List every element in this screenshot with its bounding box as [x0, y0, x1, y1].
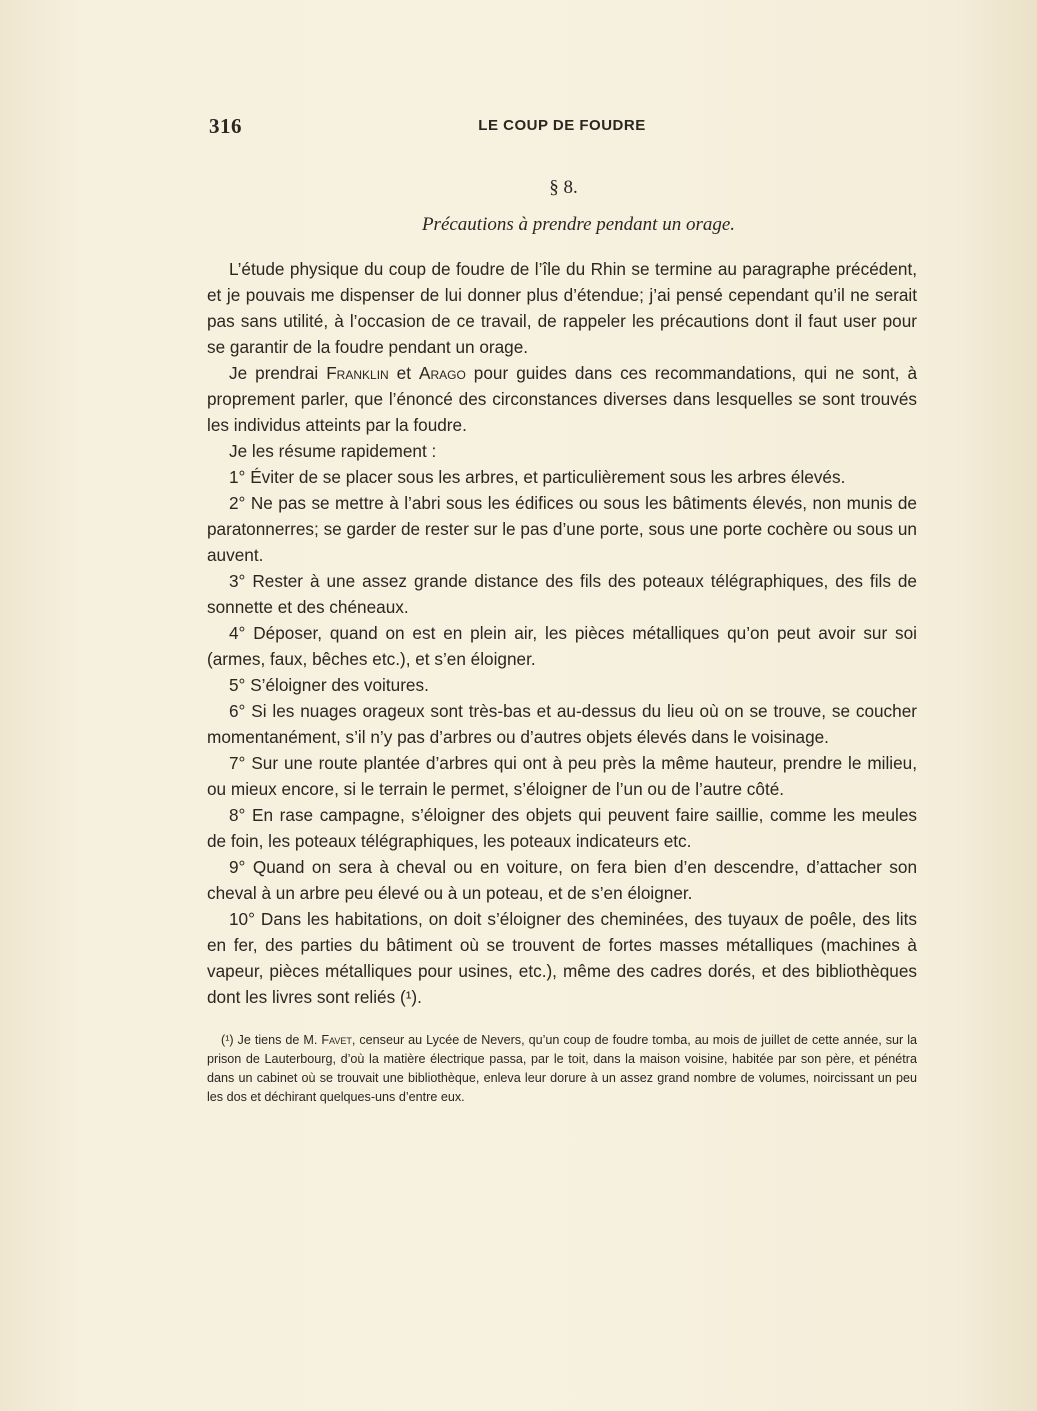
list-item: 8° En rase campagne, s’éloigner des objets qui peuvent faire saillie, comme les meules de foin, les poteaux télégraphiques, les poteaux indicateurs etc.: [207, 805, 917, 851]
list-item: 3° Rester à une assez grande distance des fils des poteaux télégraphiques, des fils de sonnette et des chéneaux.: [207, 571, 917, 617]
footnote-post: , censeur au Lycée de Nevers, qu’un coup de foudre tomba, au mois de juillet de cette année, sur la prison de Lauterbourg, d’où la matière électrique passa, par le toit, dans la maison voisine, habitée par son père, et pénétra dans un cabinet où se trouvait une bibliothèque, enleva leur dorure à un assez grand nombre de volumes, noircissant un peu les dos et déchirant quelques-uns d’entre eux.: [207, 1033, 917, 1104]
paragraph-guides-post: pour guides dans ces recommandations, qui ne sont, à proprement parler, que l’énoncé des circonstances diverses dans lesquelles se sont trouvés les individus atteints par la foudre.: [207, 363, 918, 435]
footnote: [207, 1031, 917, 1107]
page-number: 316: [209, 114, 242, 138]
author-name-arago: Arago: [419, 363, 466, 383]
body-text: [207, 256, 917, 1010]
list-item: 1° Éviter de se placer sous les arbres, et particulièrement sous les arbres élevés.: [229, 467, 846, 487]
list-item: 2° Ne pas se mettre à l’abri sous les édifices ou sous les bâtiments élevés, non munis de paratonnerres; se garder de rester sur le pas d’une porte, sous une porte cochère ou sous un auvent.: [207, 493, 917, 565]
section-number: § 8.: [549, 177, 578, 198]
paragraph: Je les résume rapidement :: [229, 441, 437, 461]
list-item: 6° Si les nuages orageux sont très-bas et au-dessus du lieu où on se trouve, se coucher momentanément, s’il n’y pas d’arbres ou d’autres objets élevés dans le voisinage.: [207, 701, 917, 747]
list-item: 4° Déposer, quand on est en plein air, les pièces métalliques qu’on peut avoir sur soi (armes, faux, bêches etc.), et s’en éloigner.: [207, 623, 917, 669]
section-title: Précautions à prendre pendant un orage.: [421, 214, 736, 235]
list-item: 9° Quand on sera à cheval ou en voiture, on fera bien d’en descendre, d’attacher son cheval à un arbre peu élevé ou à un poteau, et de s’en éloigner.: [207, 857, 917, 903]
paragraph-guides-pre: Je prendrai: [229, 363, 327, 383]
list-item: 5° S’éloigner des voitures.: [229, 675, 429, 695]
paragraph-guides: [207, 360, 917, 438]
paragraph: L’étude physique du coup de foudre de l’île du Rhin se termine au paragraphe précédent, et je pouvais me dispenser de lui donner plus d’étendue; j’ai pensé cependant qu’il ne serait pas sans utilité, à l’occasion de ce travail, de rappeler les précautions dont il faut user pour se garantir de la foudre pendant un orage.: [207, 259, 917, 357]
list-item: 10° Dans les habitations, on doit s’éloigner des cheminées, des tuyaux de poêle, des lits en fer, des parties du bâtiment où se trouvent de fortes masses métalliques (machines à vapeur, pièces métalliques pour usines, etc.), même des cadres dorés, et des bibliothèques dont les livres sont reliés (¹).: [207, 909, 917, 1007]
author-name-franklin: Franklin: [326, 363, 389, 383]
running-head: LE COUP DE FOUDRE: [478, 117, 646, 134]
paragraph-guides-mid: et: [388, 363, 420, 383]
page-header: [207, 114, 917, 140]
list-item: 7° Sur une route plantée d’arbres qui ont à peu près la même hauteur, prendre le milieu, ou mieux encore, si le terrain le permet, s’éloigner de l’un ou de l’autre côté.: [207, 753, 917, 799]
footnote-name: Favet: [321, 1033, 352, 1047]
footnote-pre: (¹) Je tiens de M.: [221, 1033, 322, 1047]
